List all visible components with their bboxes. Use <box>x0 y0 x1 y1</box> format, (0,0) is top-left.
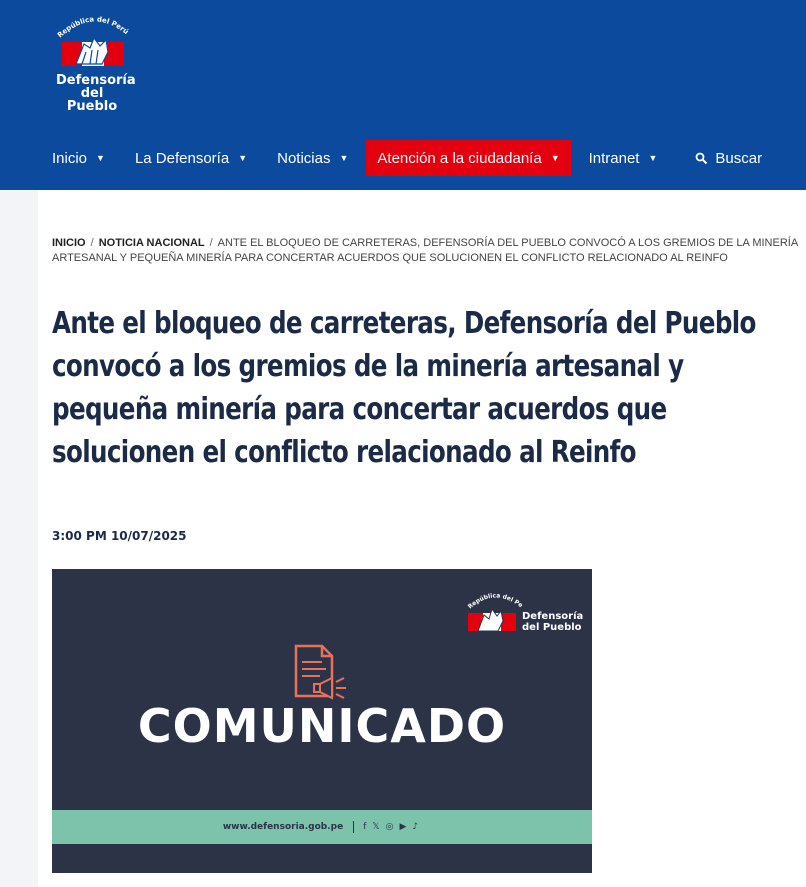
hero-url: www.defensoria.gob.pe <box>222 822 344 832</box>
youtube-icon: ▶ <box>399 822 407 832</box>
hero-logo-name <box>522 611 583 633</box>
site-header <box>0 0 806 190</box>
caret-down-icon: ▼ <box>339 153 349 163</box>
x-icon: 𝕏 <box>372 822 380 832</box>
left-gutter <box>0 190 38 887</box>
hero-logo <box>466 589 584 641</box>
logo-name <box>56 73 136 114</box>
document-megaphone-icon <box>292 642 352 704</box>
nav-intranet-label: Intranet <box>588 149 640 167</box>
instagram-icon: ◎ <box>385 822 394 832</box>
svg-text:República del Perú: República del Perú <box>56 15 130 40</box>
nav-inicio-label: Inicio <box>52 149 88 167</box>
article-title: Ante el bloqueo de carreteras, Defensoría del Pueblo convocó a los gremios de la minería artesanal y pequeña minería para concertar acuerdos que solucionen el conflicto relacionado al Reinfo <box>52 306 756 470</box>
svg-text:República del Perú: República del P <box>466 592 521 611</box>
site-logo[interactable] <box>52 10 142 114</box>
breadcrumb <box>52 236 806 266</box>
hero-logo-line1: Defensoría <box>522 611 584 622</box>
breadcrumb-section[interactable]: NOTICIA NACIONAL <box>98 237 205 249</box>
breadcrumb-current: ANTE EL BLOQUEO DE CARRETERAS, DEFENSORÍA DEL PUEBLO CONVOCÓ A LOS GREMIOS DE LA MINERÍA ARTESANAL Y PEQUEÑA MINERÍA PARA CONCERTAR ACUERDOS QUE SOLUCIONEN EL CONFLICTO RELACIONADO AL REINFO <box>52 237 798 264</box>
nav-la-defensoria-label: La Defensoría <box>134 149 230 167</box>
nav-intranet[interactable] <box>577 140 670 176</box>
caret-down-icon: ▼ <box>96 153 105 163</box>
caret-down-icon: ▼ <box>550 153 560 163</box>
hero-footer-band <box>52 810 592 844</box>
nav-la-defensoria[interactable] <box>123 140 259 176</box>
breadcrumb-separator: / <box>90 237 94 249</box>
search-icon <box>695 152 708 165</box>
article-hero-image <box>52 569 592 873</box>
nav-atencion-ciudadania-label: Atención a la ciudadanía <box>377 149 542 167</box>
facebook-icon: f <box>363 822 367 832</box>
search-button[interactable] <box>683 140 774 176</box>
nav-atencion-ciudadania[interactable] <box>366 140 570 176</box>
flag-hands-icon <box>62 34 124 78</box>
search-label: Buscar <box>715 149 763 167</box>
breadcrumb-separator: / <box>209 237 213 249</box>
main-nav <box>40 140 780 176</box>
hero-logo-line2: del Pueblo <box>522 622 582 633</box>
breadcrumb-home[interactable]: INICIO <box>52 237 86 249</box>
logo-name-line1: Defensoría <box>56 73 136 88</box>
caret-down-icon: ▼ <box>238 153 248 163</box>
hero-headline: COMUNICADO <box>137 699 507 753</box>
nav-noticias[interactable] <box>265 140 360 176</box>
nav-noticias-label: Noticias <box>277 149 331 167</box>
article-date: 3:00 PM 10/07/2025 <box>52 529 187 543</box>
tiktok-icon: ♪ <box>412 822 419 832</box>
logo-name-line2: del Pueblo <box>66 86 118 114</box>
nav-inicio[interactable] <box>40 140 117 176</box>
caret-down-icon: ▼ <box>648 153 658 163</box>
hero-divider <box>353 821 354 833</box>
hero-logo-emblem <box>466 589 522 641</box>
